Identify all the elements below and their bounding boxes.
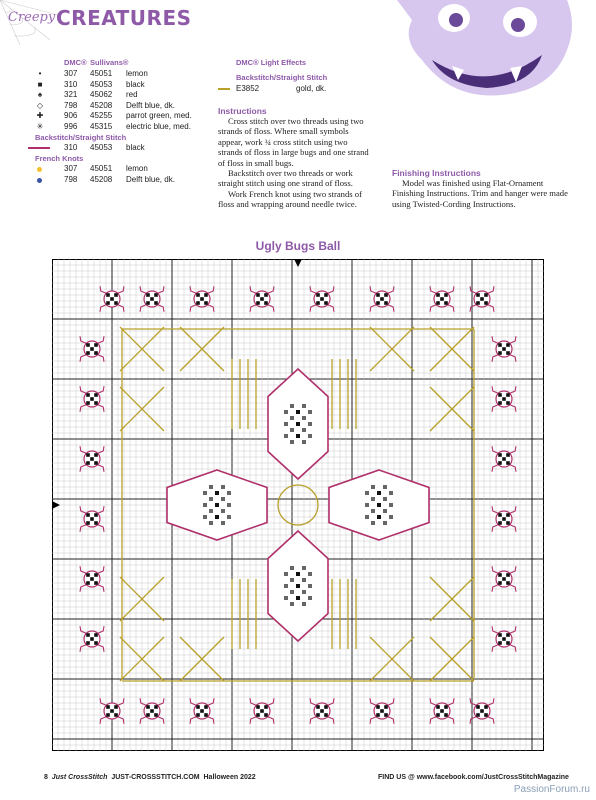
backstitch-line-swatch-icon xyxy=(28,147,50,149)
plus-symbol-icon: ✚ xyxy=(36,111,44,121)
legend-col-dmc: DMC® xyxy=(64,58,87,67)
instructions-heading: Instructions xyxy=(218,106,267,116)
legend-backstitch-heading: Backstitch/Straight Stitch xyxy=(35,132,127,142)
filled-square-symbol-icon: ■ xyxy=(37,79,43,89)
header-creatures: CREATURES xyxy=(56,6,192,30)
legend-color-name: Delft blue, dk. xyxy=(126,174,175,184)
light-effects-sub: Backstitch/Straight Stitch xyxy=(236,73,328,82)
magazine-url: JUST-CROSSSTITCH.COM xyxy=(111,774,200,781)
french-knot-dot-icon xyxy=(37,178,42,183)
instructions-section xyxy=(218,106,370,210)
legend-color-name: lemon xyxy=(126,69,148,78)
dot-symbol-icon: • xyxy=(38,69,42,78)
light-effects-name: gold, dk. xyxy=(296,83,327,93)
legend-color-name: black xyxy=(126,143,145,153)
legend-sullivans: 45051 xyxy=(90,164,113,174)
legend-row xyxy=(28,90,213,101)
magazine-name: Just CrossStitch xyxy=(51,774,108,781)
watermark: PassionForum.ru xyxy=(513,784,590,795)
cross-stitch-chart xyxy=(52,259,544,751)
legend-color-name: electric blue, med. xyxy=(126,121,191,131)
legend-dmc: 906 xyxy=(64,111,78,121)
spade-symbol-icon: ♠ xyxy=(37,90,43,100)
legend-color-name: red xyxy=(126,90,138,100)
legend-sullivans: 45208 xyxy=(90,174,113,184)
legend-dmc: 307 xyxy=(64,164,78,174)
legend-french-row xyxy=(28,164,213,175)
legend-color-name: black xyxy=(126,79,145,89)
instructions-p3: Work French knot using two strands of floss and wrapping around needle twice. xyxy=(218,188,362,210)
finishing-heading: Finishing Instructions xyxy=(392,168,481,178)
legend-sullivans: 45051 xyxy=(90,69,113,78)
legend-sullivans: 45053 xyxy=(90,143,113,153)
gold-line-swatch-icon xyxy=(218,88,230,90)
footer-find-us: FIND US @ www.facebook.com/JustCrossStitchMagazine xyxy=(378,774,569,781)
legend-col-sullivans: Sullivans® xyxy=(90,58,129,67)
french-knot-dot-icon xyxy=(37,167,42,172)
legend-color-name: Delft blue, dk. xyxy=(126,100,175,110)
legend-row xyxy=(28,69,213,80)
legend-dmc: 307 xyxy=(64,69,78,78)
legend-dmc: 996 xyxy=(64,121,78,131)
legend-sullivans: 45062 xyxy=(90,90,113,100)
legend-row xyxy=(28,80,213,91)
legend-backstitch-row xyxy=(28,143,213,154)
legend-sullivans: 45255 xyxy=(90,111,113,121)
legend-french-row xyxy=(28,175,213,186)
legend-french-heading: French Knots xyxy=(35,153,84,163)
legend-dmc: 321 xyxy=(64,90,78,100)
page-number: 8 xyxy=(44,774,48,781)
instructions-p1: Cross stitch over two threads using two strands of floss. Where small symbols appear, work ¾ cross stitch using two strands of floss in large bugs and one strand of floss in small bugs. xyxy=(218,116,369,168)
footer-left xyxy=(44,774,256,781)
legend-dmc: 310 xyxy=(64,79,78,89)
finishing-section xyxy=(392,168,572,209)
floss-legend xyxy=(28,58,213,186)
header-creepy: Creepy xyxy=(8,10,56,25)
open-diamond-symbol-icon: ◇ xyxy=(36,100,44,110)
legend-sullivans: 45315 xyxy=(90,121,113,131)
legend-color-name: parrot green, med. xyxy=(126,111,192,121)
legend-sullivans: 45208 xyxy=(90,100,113,110)
instructions-p2: Backstitch over two threads or work straight stitch using one strand of floss. xyxy=(218,168,353,189)
chart-title: Ugly Bugs Ball xyxy=(255,239,341,253)
purple-monster-illustration-icon xyxy=(392,0,582,105)
legend-color-name: lemon xyxy=(126,164,148,174)
legend-dmc: 798 xyxy=(64,100,78,110)
finishing-p1: Model was finished using Flat-Ornament Finishing Instructions. Trim and hanger were made using Twisted-Cording Instructions. xyxy=(392,178,568,209)
legend-row xyxy=(28,122,213,133)
legend-dmc: 798 xyxy=(64,174,78,184)
legend-dmc: 310 xyxy=(64,143,78,153)
asterisk-symbol-icon: ✳ xyxy=(36,121,44,131)
legend-row xyxy=(28,101,213,112)
light-effects-heading: DMC® Light Effects xyxy=(236,58,307,67)
legend-row xyxy=(28,111,213,122)
issue-name: Halloween 2022 xyxy=(203,774,256,781)
light-effects-legend xyxy=(218,58,388,94)
legend-sullivans: 45053 xyxy=(90,79,113,89)
light-effects-code: E3852 xyxy=(236,83,260,93)
